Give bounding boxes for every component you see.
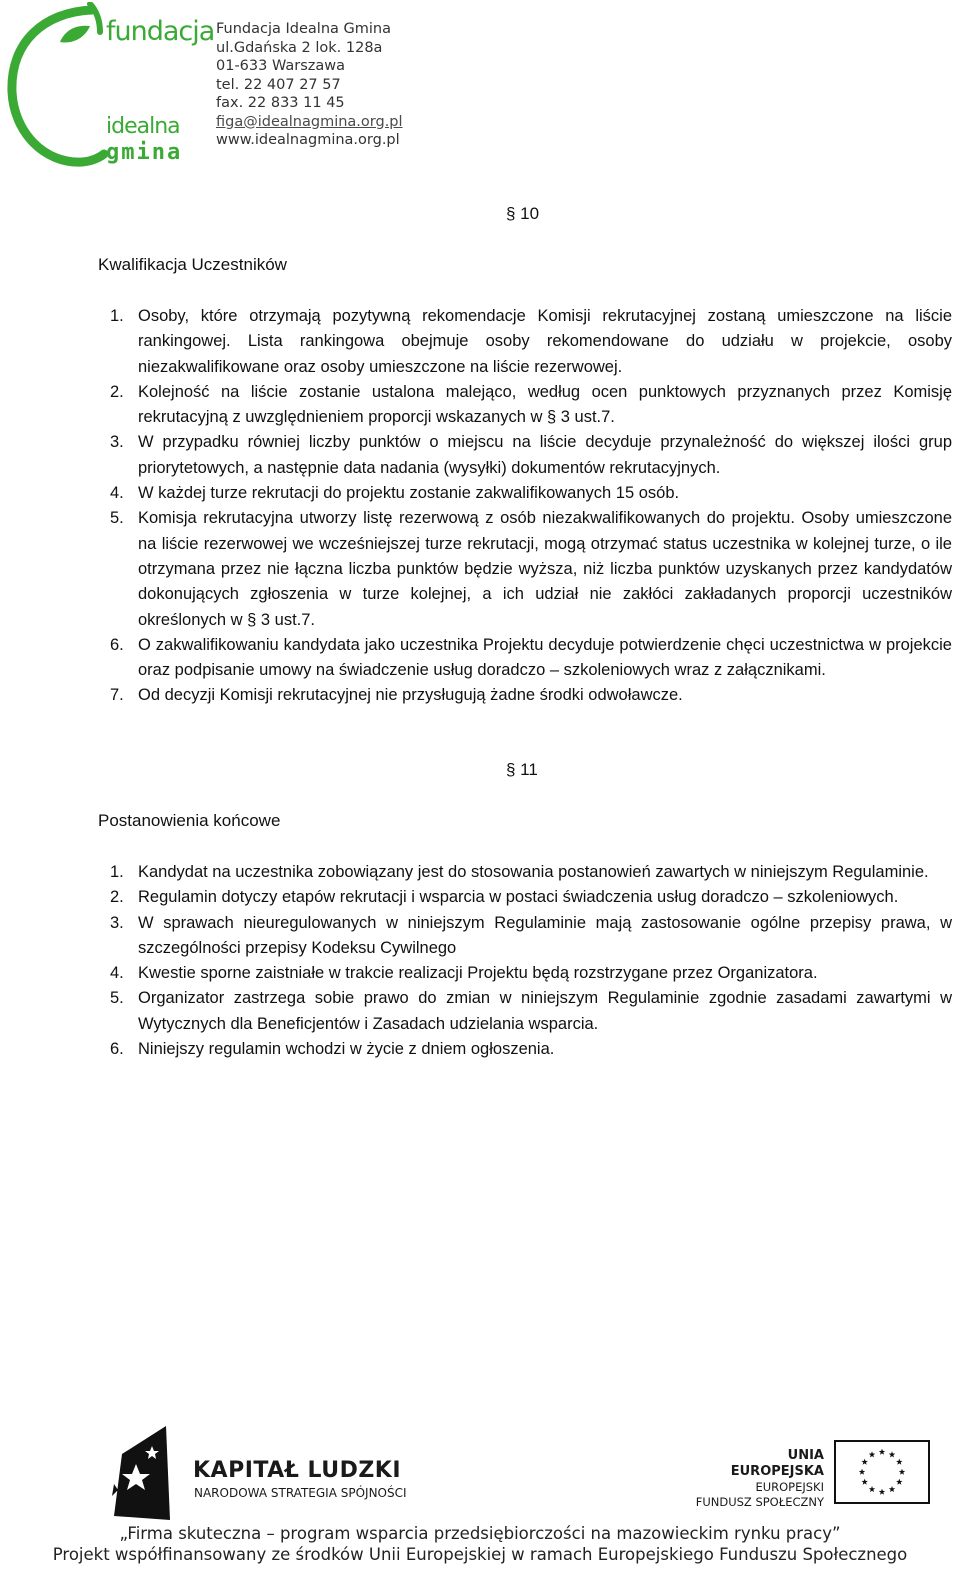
list-item — [110, 633, 952, 684]
item-number: 4. — [110, 484, 124, 503]
logo-word-fundacja: fundacja — [106, 16, 215, 47]
list-item — [110, 986, 952, 1037]
footer-cofinancing-note: Projekt współfinansowany ze środków Unii Europejskiej w ramach Europejskiego Funduszu Społecznego — [52, 1545, 908, 1564]
list-item — [110, 911, 952, 962]
list-item — [110, 304, 952, 380]
section-11-list — [110, 860, 952, 1062]
fax: fax. 22 833 11 45 — [216, 95, 345, 111]
item-number: 5. — [110, 989, 124, 1008]
item-text: Osoby, które otrzymają pozytywną rekomendacje Komisji rekrutacyjnej zostaną umieszczone na liście rankingowej. Lista rankingowa obejmuje osoby rekomendowane do udziału w projekcie, osoby niezakwalifikowane oraz osoby umieszczone na liście rezerwowej. — [138, 307, 952, 376]
item-text: W sprawach nieuregulowanych w niniejszym Regulaminie mają zastosowanie ogólne przepisy prawa, w szczególności przepisy Kodeksu Cywilnego — [138, 913, 952, 957]
section-10-list — [110, 304, 952, 709]
eu-label-block — [690, 1448, 824, 1510]
item-number: 4. — [110, 964, 124, 983]
item-text: W każdej turze rekrutacji do projektu zostanie zakwalifikowanych 15 osób. — [138, 484, 680, 503]
org-name: Fundacja Idealna Gmina — [216, 21, 391, 37]
item-number: 2. — [110, 888, 124, 907]
kapital-ludzki-title: KAPITAŁ LUDZKI — [193, 1458, 402, 1483]
item-number: 3. — [110, 913, 124, 932]
item-text: O zakwalifikowaniu kandydata jako uczestnika Projektu decyduje potwierdzenie chęci uczestnictwa w projekcie oraz podpisanie umowy na świadczenie usług doradczo – szkoleniowych wraz z załącznikami. — [138, 635, 952, 680]
section-10-mark: § 10 — [506, 204, 540, 223]
item-number: 2. — [110, 382, 124, 401]
list-item — [110, 860, 952, 885]
item-number: 5. — [110, 509, 124, 528]
item-number: 1. — [110, 863, 124, 881]
section-11-mark: § 11 — [506, 760, 538, 779]
item-text: Niniejszy regulamin wchodzi w życie z dniem ogłoszenia. — [138, 1040, 555, 1059]
item-text: Kwestie sporne zaistniałe w trakcie realizacji Projektu będą rozstrzygane przez Organizatora. — [138, 964, 818, 983]
item-number: 7. — [110, 686, 124, 705]
item-number: 3. — [110, 433, 124, 452]
item-number: 1. — [110, 307, 124, 325]
contact-block — [216, 20, 403, 150]
section-10-title: Kwalifikacja Uczestników — [98, 255, 287, 274]
eu-line-2: EUROPEJSKI — [755, 1480, 824, 1494]
item-text: Kandydat na uczestnika zobowiązany jest do stosowania postanowień zawartych w niniejszym Regulaminie. — [138, 863, 929, 881]
item-text: W przypadku równiej liczby punktów o miejscu na liście decyduje przynależność do większej ilości grup priorytetowych, a następnie data nadania (wysyłki) dokumentów rekrutacyjnych. — [138, 433, 952, 477]
website: www.idealnagmina.org.pl — [216, 132, 400, 148]
list-item — [110, 1037, 952, 1062]
kapital-ludzki-subtitle: NARODOWA STRATEGIA SPÓJNOŚCI — [194, 1486, 407, 1500]
address-street: ul.Gdańska 2 lok. 128a — [216, 39, 383, 56]
logo-word-gmina: gmina — [106, 140, 183, 165]
item-text: Od decyzji Komisji rekrutacyjnej nie przysługują żadne środki odwoławcze. — [138, 686, 683, 705]
eu-flag-icon — [834, 1440, 930, 1504]
list-item — [110, 961, 952, 986]
phone: tel. 22 407 27 57 — [216, 76, 341, 93]
list-item — [110, 885, 952, 910]
list-item — [110, 506, 952, 632]
item-text: Regulamin dotyczy etapów rekrutacji i wsparcia w postaci świadczenia usług doradczo – szkoleniowych. — [138, 888, 899, 907]
email-link[interactable]: figa@idealnagmina.org.pl — [216, 113, 403, 130]
list-item — [110, 380, 952, 431]
item-text: Kolejność na liście zostanie ustalona malejąco, według ocen punktowych przyznanych przez Komisję rekrutacyjną z uwzględnieniem proporcji wskazanych w § 3 ust.7. — [138, 382, 952, 427]
address-city: 01-633 Warszawa — [216, 58, 346, 74]
item-number: 6. — [110, 1040, 124, 1059]
item-number: 6. — [110, 635, 124, 654]
eu-line-3: FUNDUSZ SPOŁECZNY — [695, 1495, 824, 1509]
item-text: Organizator zastrzega sobie prawo do zmian w niniejszym Regulaminie zgodnie zasadami zawartymi w Wytycznych dla Beneficjentów i Zasadach udzielania wsparcia. — [138, 989, 952, 1033]
list-item — [110, 430, 952, 481]
section-11-title: Postanowienia końcowe — [98, 811, 281, 830]
logo-word-idealna: idealna — [106, 114, 180, 139]
item-text: Komisja rekrutacyjna utworzy listę rezerwową z osób niezakwalifikowanych do projektu. Osoby umieszczone na liście rezerwowej we wcześniejszej turze rekrutacji, mogą otrzymać status uczestnika w kolejnej turze, o ile otrzymana przez nie łączna liczba punktów będzie wyższa, niż liczba punktów uzyskanych przez kandydatów dokonujących zgłoszenia w turze kolejnej, a ich udział nie zakłóci zakładanych proporcji uczestników określonych w § 3 ust.7. — [138, 509, 952, 629]
list-item — [110, 481, 952, 506]
list-item — [110, 683, 952, 708]
eu-line-1: UNIA EUROPEJSKA — [730, 1448, 824, 1479]
footer-program-name: „Firma skuteczna – program wsparcia przedsiębiorczości na mazowieckim rynku pracy” — [119, 1524, 841, 1543]
